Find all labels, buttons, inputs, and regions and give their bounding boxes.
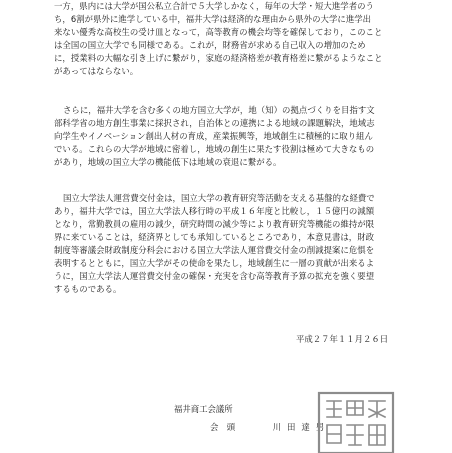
paragraph-line: するものである。 xyxy=(54,284,122,294)
paragraph-line: 国立大学法人運営費交付金は，国立大学の教育研究等活動を支える基盤的な経費で xyxy=(63,193,375,203)
paragraph-line: 来ない優秀な高校生の受け皿となって，高等教育の機会均等を確保しており，このこと xyxy=(54,27,383,37)
paragraph-line: 制度等審議会財政制度分科会における国立大学法人運営費交付金の削減提案に危惧を xyxy=(54,245,375,255)
paragraph-1 xyxy=(54,0,398,78)
paragraph-2 xyxy=(54,104,398,169)
paragraph-line: うに，国立大学法人運営費交付金の確保・充実を含む高等教育予算の拡充を強く要望 xyxy=(54,271,375,281)
paragraph-line: でいる。これらの大学が地域に密着し，地域の創生に果たす役割は極めて大きなもの xyxy=(54,144,375,154)
organization-name: 福井商工会議所 xyxy=(174,404,233,414)
paragraph-line: 一方，県内には大学が国公私立合計で５大学しかなく，毎年の大学・短大進学者のう xyxy=(54,1,374,11)
paragraph-line: に，授業料の大幅な引き上げに繋がり，家庭の経済格差が教育格差に繋がるようなこと xyxy=(54,53,383,63)
official-seal-stamp xyxy=(317,391,395,453)
paragraph-3 xyxy=(54,192,398,296)
paragraph-line: となり，常勤教員の雇用の減少，研究時間の減少等により教育研究等機能の維持が限 xyxy=(54,219,375,229)
paragraph-line: 表明するとともに，国立大学がその使命を果たし，地域創生に一層の貢献が出来るよ xyxy=(54,258,375,268)
paragraph-line: があり，地域の国立大学の機能低下は地域の衰退に繋がる。 xyxy=(54,157,282,167)
paragraph-line: あり，福井大学では，国立大学法人移行時の平成１６年度と比較し，１５億円の減額 xyxy=(54,206,375,216)
paragraph-line: 部科学省の地方創生事業に採択され，自治体との連携による地域の課題解決，地域志 xyxy=(54,118,375,128)
paragraph-line: さらに，福井大学を含む多くの地方国立大学が，地（知）の拠点づくりを目指す文 xyxy=(63,105,375,115)
paragraph-line: 界に来ていることは，経済界としても承知しているところであり，本意見書は，財政 xyxy=(54,232,375,242)
signer-name: 川田達男 xyxy=(272,422,331,432)
paragraph-line: 向学生やイノベーション創出人材の育成，産業振興等，地域創生に積極的に取り組ん xyxy=(54,131,373,141)
paragraph-line: ち，6割が県外に進学している中，福井大学は経済的な理由から県外の大学に進学出 xyxy=(54,14,372,24)
document-date: 平成２７年１１月２６日 xyxy=(296,334,389,344)
paragraph-line: があってはならない。 xyxy=(54,66,139,76)
signer-block xyxy=(210,421,330,434)
signer-title: 会 頭 xyxy=(210,422,236,432)
paragraph-line: は全国の国立大学でも同様である。これが，財務省が求める自己収入の増加のため xyxy=(54,40,366,50)
